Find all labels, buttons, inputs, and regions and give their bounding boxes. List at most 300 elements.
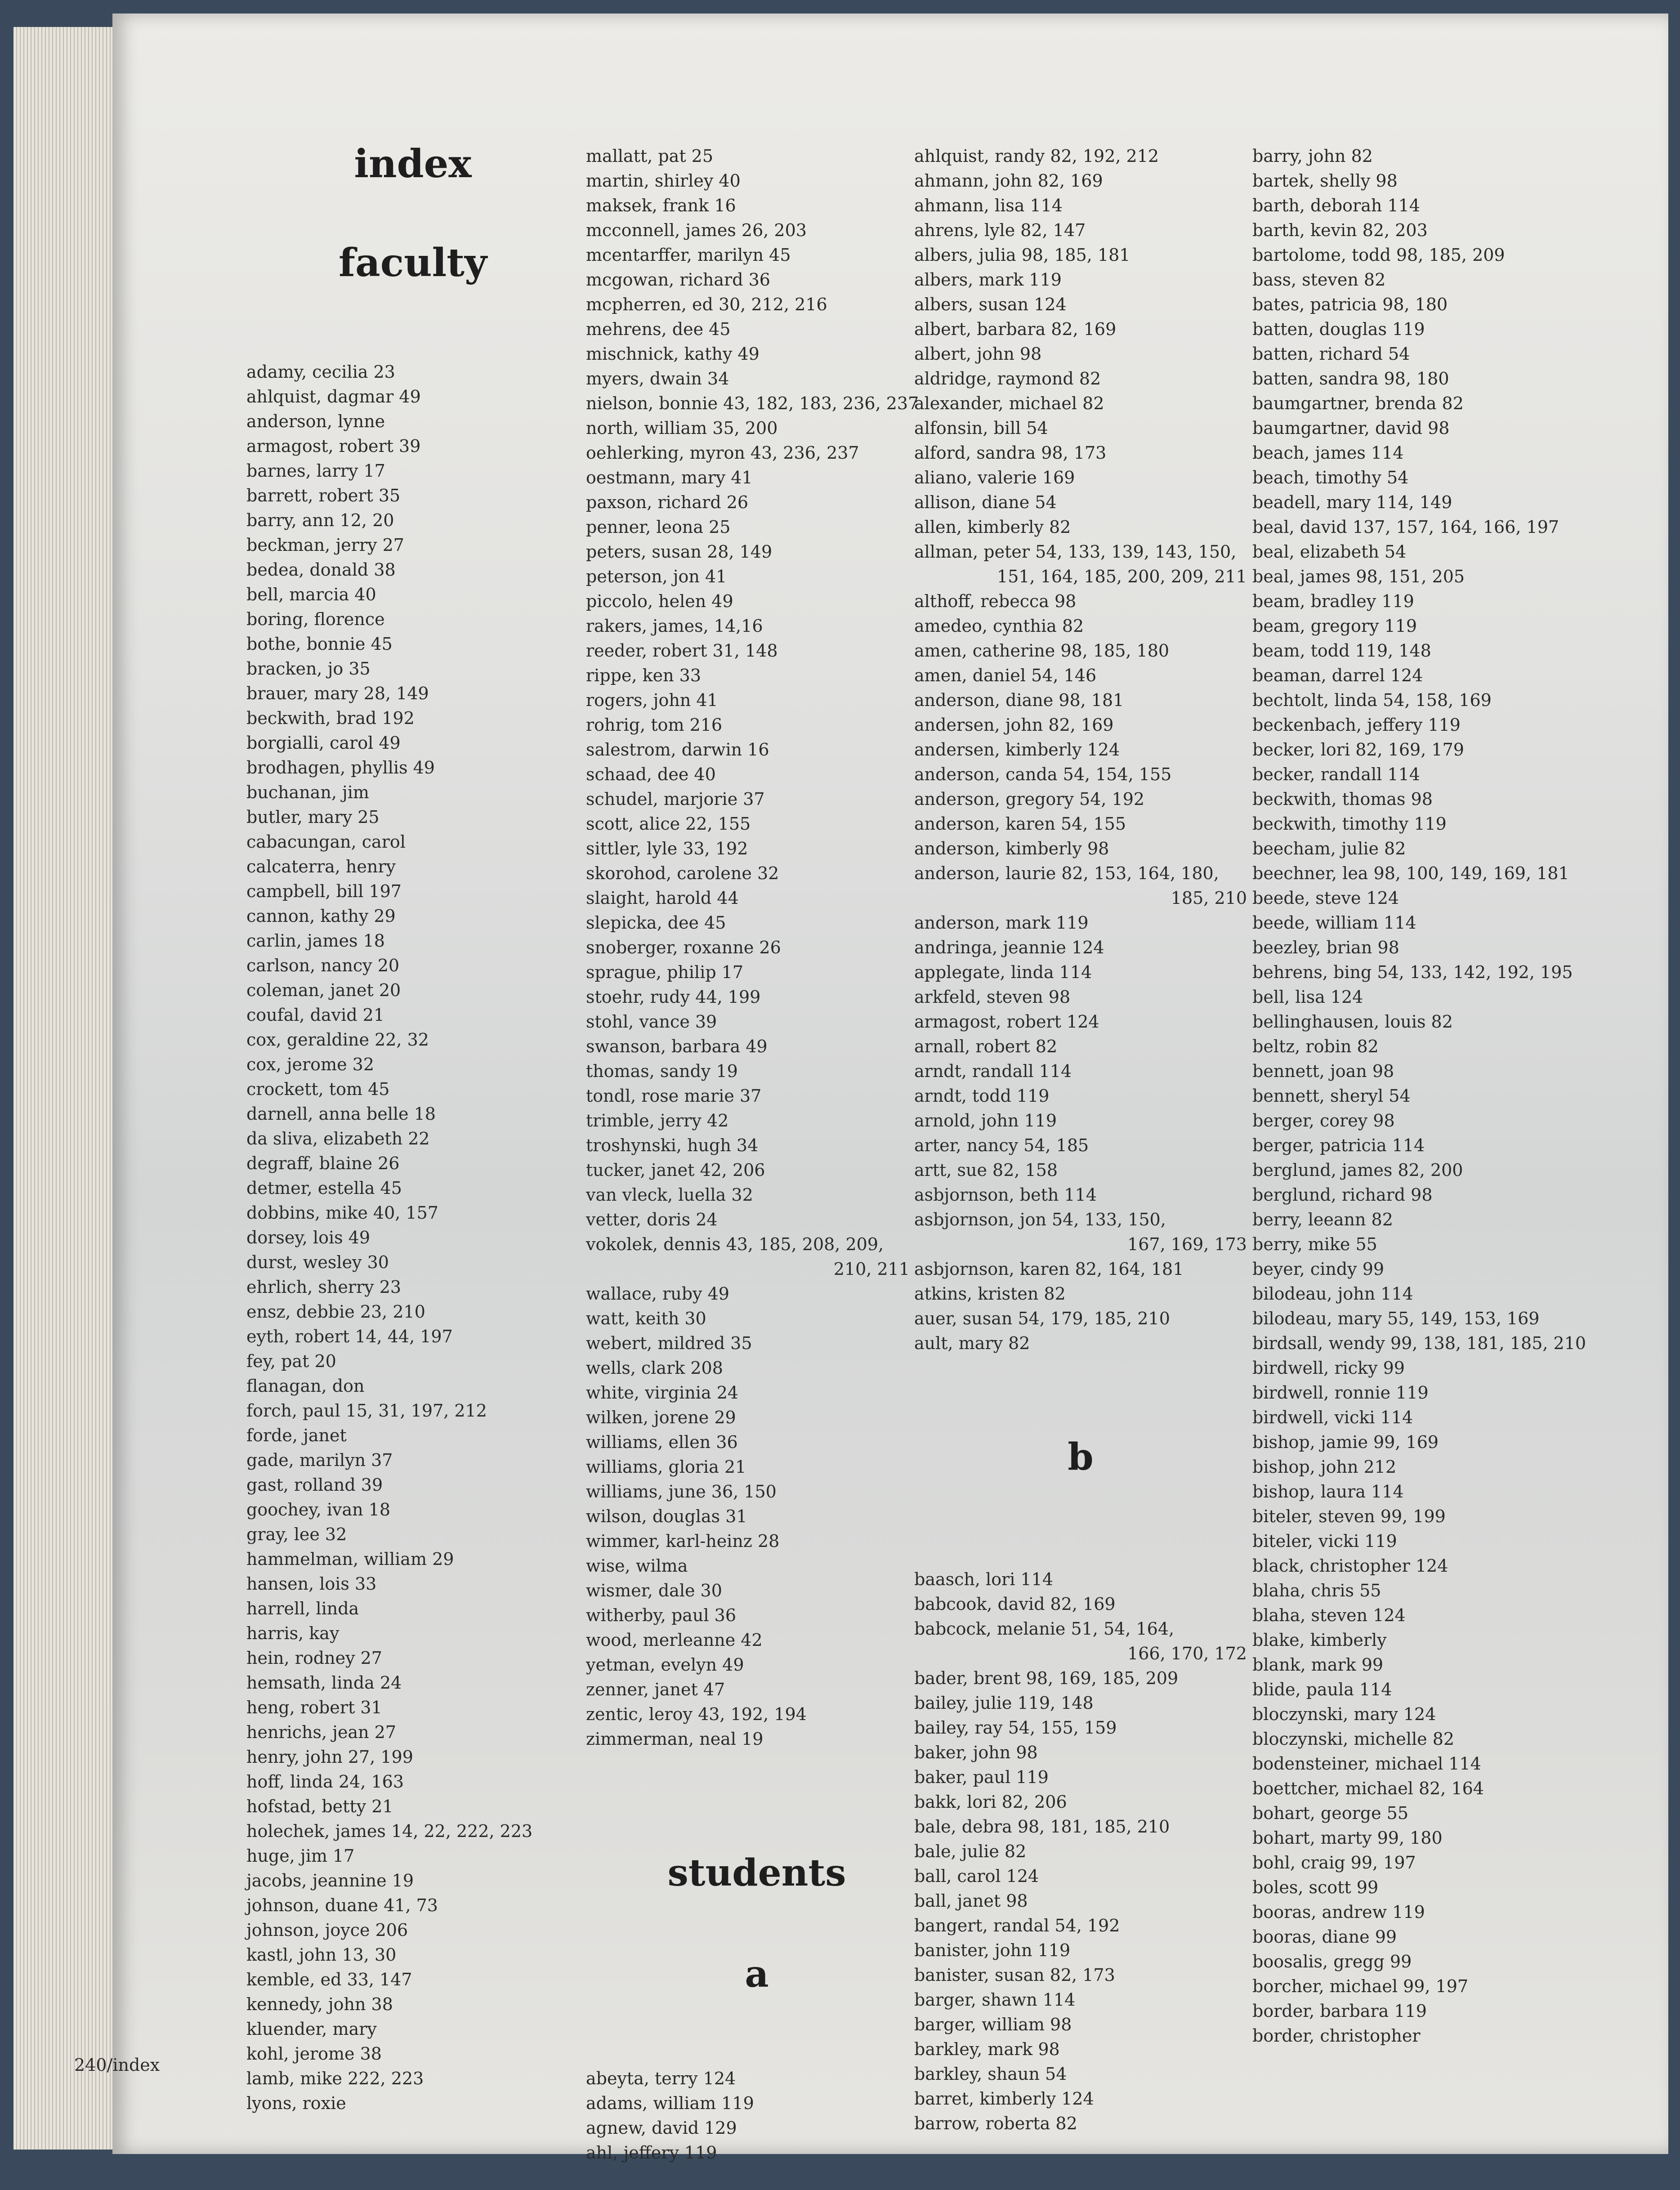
index-entry: beckman, jerry 27 xyxy=(246,535,404,555)
index-entry: bishop, john 212 xyxy=(1252,1457,1397,1477)
index-entry: amen, catherine 98, 185, 180 xyxy=(914,641,1170,661)
letter-a-heading: a xyxy=(745,1953,769,1996)
index-entry: bilodeau, john 114 xyxy=(1252,1284,1413,1304)
index-entry: berglund, richard 98 xyxy=(1252,1185,1433,1205)
index-entry: watt, keith 30 xyxy=(586,1309,706,1328)
index-entry: allman, peter 54, 133, 139, 143, 150, xyxy=(914,542,1237,562)
index-entry: gast, rolland 39 xyxy=(246,1475,383,1495)
index-entry: troshynski, hugh 34 xyxy=(586,1135,759,1155)
index-entry: barkley, mark 98 xyxy=(914,2039,1060,2059)
index-entry: kennedy, john 38 xyxy=(246,1994,393,2014)
index-entry: blake, kimberly xyxy=(1252,1630,1387,1650)
index-entry: vetter, doris 24 xyxy=(586,1210,718,1229)
index-entry: bellinghausen, louis 82 xyxy=(1252,1012,1453,1032)
index-entry: alfonsin, bill 54 xyxy=(914,418,1048,438)
index-entry: black, christopher 124 xyxy=(1252,1556,1448,1576)
index-entry: boosalis, gregg 99 xyxy=(1252,1952,1412,1971)
index-entry: jacobs, jeannine 19 xyxy=(246,1871,414,1891)
book-page-edges xyxy=(13,27,126,2150)
index-entry: alford, sandra 98, 173 xyxy=(914,443,1107,463)
index-entry: nielson, bonnie 43, 182, 183, 236, 237 xyxy=(586,393,919,413)
index-entry: becker, randall 114 xyxy=(1252,764,1420,784)
index-entry: birdwell, ricky 99 xyxy=(1252,1358,1405,1378)
index-entry: slaight, harold 44 xyxy=(586,888,739,908)
index-entry: baker, john 98 xyxy=(914,1743,1038,1762)
index-entry: blaha, chris 55 xyxy=(1252,1581,1381,1600)
index-entry: zentic, leroy 43, 192, 194 xyxy=(586,1704,807,1724)
index-entry: 185, 210 xyxy=(1171,888,1247,908)
index-entry: babcock, melanie 51, 54, 164, xyxy=(914,1619,1175,1639)
index-entry: babcook, david 82, 169 xyxy=(914,1594,1116,1614)
index-entry: abeyta, terry 124 xyxy=(586,2069,736,2088)
index-entry: brauer, mary 28, 149 xyxy=(246,684,429,703)
page-folio: 240/index xyxy=(74,2055,160,2075)
index-entry: beckwith, timothy 119 xyxy=(1252,814,1447,834)
faculty-list-1 xyxy=(246,360,561,2116)
index-entry: mehrens, dee 45 xyxy=(586,319,731,339)
index-entry: bakk, lori 82, 206 xyxy=(914,1792,1067,1812)
index-entry: ahmann, john 82, 169 xyxy=(914,171,1103,191)
index-entry: auer, susan 54, 179, 185, 210 xyxy=(914,1309,1170,1328)
index-entry: bennett, sheryl 54 xyxy=(1252,1086,1411,1106)
index-entry: north, william 35, 200 xyxy=(586,418,778,438)
index-entry: birdwell, vicki 114 xyxy=(1252,1408,1413,1427)
index-entry: banister, john 119 xyxy=(914,1940,1071,1960)
index-entry: bale, julie 82 xyxy=(914,1841,1027,1861)
index-entry: ball, carol 124 xyxy=(914,1866,1039,1886)
index-entry: cannon, kathy 29 xyxy=(246,906,396,926)
faculty-heading: faculty xyxy=(339,240,487,286)
index-entry: batten, douglas 119 xyxy=(1252,319,1425,339)
index-entry: da sliva, elizabeth 22 xyxy=(246,1129,430,1149)
index-entry: beechner, lea 98, 100, 149, 169, 181 xyxy=(1252,863,1569,883)
index-entry: peters, susan 28, 149 xyxy=(586,542,773,562)
index-entry: anderson, gregory 54, 192 xyxy=(914,789,1145,809)
index-entry: reeder, robert 31, 148 xyxy=(586,641,778,661)
index-entry: bale, debra 98, 181, 185, 210 xyxy=(914,1817,1170,1837)
index-entry: rakers, james, 14,16 xyxy=(586,616,763,636)
index-entry: border, barbara 119 xyxy=(1252,2001,1427,2021)
index-entry: schudel, marjorie 37 xyxy=(586,789,765,809)
index-entry: boring, florence xyxy=(246,609,385,629)
index-entry: boles, scott 99 xyxy=(1252,1877,1379,1897)
index-entry: cabacungan, carol xyxy=(246,832,406,852)
index-entry: paxson, richard 26 xyxy=(586,492,749,512)
index-entry: batten, sandra 98, 180 xyxy=(1252,369,1449,389)
index-entry: butler, mary 25 xyxy=(246,807,380,827)
index-entry: ahrens, lyle 82, 147 xyxy=(914,220,1086,240)
index-entry: bohart, george 55 xyxy=(1252,1803,1409,1823)
index-entry: booras, andrew 119 xyxy=(1252,1902,1425,1922)
index-entry: barnes, larry 17 xyxy=(246,461,385,481)
index-entry: anderson, mark 119 xyxy=(914,913,1089,933)
index-entry: arter, nancy 54, 185 xyxy=(914,1135,1089,1155)
index-entry: beltz, robin 82 xyxy=(1252,1037,1379,1056)
index-entry: andersen, john 82, 169 xyxy=(914,715,1114,735)
students-b-list-1 xyxy=(914,1567,1247,2136)
index-entry: mischnick, kathy 49 xyxy=(586,344,760,364)
index-entry: arndt, randall 114 xyxy=(914,1061,1072,1081)
index-entry: holechek, james 14, 22, 222, 223 xyxy=(246,1821,533,1841)
index-entry: bartolome, todd 98, 185, 209 xyxy=(1252,245,1505,265)
index-entry: harrell, linda xyxy=(246,1599,359,1618)
index-entry: borcher, michael 99, 197 xyxy=(1252,1976,1469,1996)
index-entry: huge, jim 17 xyxy=(246,1846,355,1866)
index-entry: witherby, paul 36 xyxy=(586,1605,737,1625)
index-entry: mcentarffer, marilyn 45 xyxy=(586,245,791,265)
index-heading: index xyxy=(354,141,472,187)
index-entry: beckwith, thomas 98 xyxy=(1252,789,1433,809)
index-entry: wilson, douglas 31 xyxy=(586,1506,747,1526)
index-entry: ball, janet 98 xyxy=(914,1891,1028,1911)
index-entry: maksek, frank 16 xyxy=(586,196,736,215)
index-entry: arkfeld, steven 98 xyxy=(914,987,1071,1007)
index-entry: barry, john 82 xyxy=(1252,146,1373,166)
index-entry: beede, steve 124 xyxy=(1252,888,1399,908)
index-entry: piccolo, helen 49 xyxy=(586,591,733,611)
index-entry: coufal, david 21 xyxy=(246,1005,385,1025)
index-entry: blaha, steven 124 xyxy=(1252,1605,1406,1625)
index-entry: bedea, donald 38 xyxy=(246,560,396,580)
index-entry: slepicka, dee 45 xyxy=(586,913,726,933)
index-entry: beal, james 98, 151, 205 xyxy=(1252,567,1465,586)
index-entry: beach, james 114 xyxy=(1252,443,1404,463)
index-entry: cox, jerome 32 xyxy=(246,1055,375,1074)
students-a-list-2 xyxy=(914,144,1247,1356)
index-entry: kluender, mary xyxy=(246,2019,377,2039)
index-entry: henry, john 27, 199 xyxy=(246,1747,413,1767)
index-entry: gray, lee 32 xyxy=(246,1524,347,1544)
index-entry: ahlquist, dagmar 49 xyxy=(246,387,421,407)
index-entry: williams, june 36, 150 xyxy=(586,1482,777,1502)
index-entry: 167, 169, 173 xyxy=(1127,1234,1247,1254)
index-entry: berry, leeann 82 xyxy=(1252,1210,1393,1229)
index-entry: asbjornson, jon 54, 133, 150, xyxy=(914,1210,1166,1229)
index-entry: hein, rodney 27 xyxy=(246,1648,382,1668)
index-entry: tucker, janet 42, 206 xyxy=(586,1160,765,1180)
index-entry: martin, shirley 40 xyxy=(586,171,741,191)
index-entry: oehlerking, myron 43, 236, 237 xyxy=(586,443,859,463)
index-entry: myers, dwain 34 xyxy=(586,369,729,389)
index-entry: beach, timothy 54 xyxy=(1252,468,1409,487)
index-entry: albert, barbara 82, 169 xyxy=(914,319,1117,339)
index-entry: applegate, linda 114 xyxy=(914,962,1092,982)
index-entry: albers, julia 98, 185, 181 xyxy=(914,245,1130,265)
index-entry: aliano, valerie 169 xyxy=(914,468,1075,487)
index-entry: biteler, vicki 119 xyxy=(1252,1531,1397,1551)
index-entry: ahmann, lisa 114 xyxy=(914,196,1063,215)
index-entry: carlson, nancy 20 xyxy=(246,956,400,975)
index-entry: bohl, craig 99, 197 xyxy=(1252,1853,1416,1873)
index-entry: althoff, rebecca 98 xyxy=(914,591,1077,611)
index-entry: beam, bradley 119 xyxy=(1252,591,1414,611)
index-entry: armagost, robert 39 xyxy=(246,436,421,456)
index-entry: bechtolt, linda 54, 158, 169 xyxy=(1252,690,1492,710)
index-entry: beecham, julie 82 xyxy=(1252,839,1406,858)
index-entry: batten, richard 54 xyxy=(1252,344,1410,364)
index-entry: bloczynski, mary 124 xyxy=(1252,1704,1436,1724)
index-entry: van vleck, luella 32 xyxy=(586,1185,753,1205)
index-entry: skorohod, carolene 32 xyxy=(586,863,779,883)
index-entry: wimmer, karl-heinz 28 xyxy=(586,1531,780,1551)
index-entry: crockett, tom 45 xyxy=(246,1079,390,1099)
index-entry: bailey, julie 119, 148 xyxy=(914,1693,1094,1713)
index-entry: beckwith, brad 192 xyxy=(246,708,415,728)
index-entry: adamy, cecilia 23 xyxy=(246,362,395,382)
index-entry: bader, brent 98, 169, 185, 209 xyxy=(914,1668,1179,1688)
index-entry: bothe, bonnie 45 xyxy=(246,634,393,654)
index-entry: coleman, janet 20 xyxy=(246,980,401,1000)
index-entry: 166, 170, 172 xyxy=(1127,1644,1247,1663)
index-entry: carlin, james 18 xyxy=(246,931,385,951)
index-entry: andersen, kimberly 124 xyxy=(914,740,1120,760)
index-column-1 xyxy=(246,90,561,2141)
index-entry: albers, mark 119 xyxy=(914,270,1062,290)
index-entry: harris, kay xyxy=(246,1623,340,1643)
index-entry: behrens, bing 54, 133, 142, 192, 195 xyxy=(1252,962,1573,982)
index-entry: allison, diane 54 xyxy=(914,492,1057,512)
index-entry: bohart, marty 99, 180 xyxy=(1252,1828,1443,1848)
index-entry: penner, leona 25 xyxy=(586,517,731,537)
index-entry: baumgartner, david 98 xyxy=(1252,418,1450,438)
index-entry: beal, elizabeth 54 xyxy=(1252,542,1407,562)
index-entry: thomas, sandy 19 xyxy=(586,1061,738,1081)
index-entry: barth, kevin 82, 203 xyxy=(1252,220,1428,240)
index-entry: wise, wilma xyxy=(586,1556,688,1576)
index-entry: rohrig, tom 216 xyxy=(586,715,723,735)
index-entry: ault, mary 82 xyxy=(914,1333,1030,1353)
index-entry: blank, mark 99 xyxy=(1252,1655,1384,1675)
index-entry: anderson, karen 54, 155 xyxy=(914,814,1126,834)
index-entry: bass, steven 82 xyxy=(1252,270,1386,290)
index-entry: barret, kimberly 124 xyxy=(914,2089,1094,2109)
index-entry: forde, janet xyxy=(246,1426,347,1445)
faculty-list-2 xyxy=(586,144,919,1752)
students-heading: students xyxy=(667,1851,846,1895)
index-entry: bates, patricia 98, 180 xyxy=(1252,295,1448,314)
index-entry: hemsath, linda 24 xyxy=(246,1673,402,1693)
index-entry: johnson, joyce 206 xyxy=(246,1920,408,1940)
index-entry: blide, paula 114 xyxy=(1252,1680,1392,1699)
index-entry: heng, robert 31 xyxy=(246,1698,382,1717)
index-entry: bishop, laura 114 xyxy=(1252,1482,1404,1502)
index-entry: johnson, duane 41, 73 xyxy=(246,1895,438,1915)
index-entry: anderson, laurie 82, 153, 164, 180, xyxy=(914,863,1219,883)
index-entry: gade, marilyn 37 xyxy=(246,1450,393,1470)
index-entry: trimble, jerry 42 xyxy=(586,1111,729,1131)
index-entry: swanson, barbara 49 xyxy=(586,1037,768,1056)
index-entry: alexander, michael 82 xyxy=(914,393,1104,413)
index-entry: kohl, jerome 38 xyxy=(246,2044,382,2064)
index-entry: wilken, jorene 29 xyxy=(586,1408,736,1427)
index-entry: scott, alice 22, 155 xyxy=(586,814,751,834)
index-entry: barrow, roberta 82 xyxy=(914,2114,1077,2133)
index-entry: borgialli, carol 49 xyxy=(246,733,401,753)
index-entry: berger, patricia 114 xyxy=(1252,1135,1425,1155)
index-entry: anderson, lynne xyxy=(246,411,385,431)
index-entry: barger, shawn 114 xyxy=(914,1990,1076,2010)
index-entry: stoehr, rudy 44, 199 xyxy=(586,987,761,1007)
index-entry: bartek, shelly 98 xyxy=(1252,171,1398,191)
index-entry: bangert, randal 54, 192 xyxy=(914,1916,1120,1935)
index-entry: lamb, mike 222, 223 xyxy=(246,2069,424,2088)
index-entry: schaad, dee 40 xyxy=(586,764,716,784)
index-entry: ehrlich, sherry 23 xyxy=(246,1277,402,1297)
index-entry: anderson, diane 98, 181 xyxy=(914,690,1124,710)
index-entry: dorsey, lois 49 xyxy=(246,1228,371,1247)
index-entry: hammelman, william 29 xyxy=(246,1549,454,1569)
index-entry: bennett, joan 98 xyxy=(1252,1061,1394,1081)
index-entry: bloczynski, michelle 82 xyxy=(1252,1729,1455,1749)
index-entry: aldridge, raymond 82 xyxy=(914,369,1101,389)
index-entry: buchanan, jim xyxy=(246,782,369,802)
index-entry: bilodeau, mary 55, 149, 153, 169 xyxy=(1252,1309,1540,1328)
index-entry: 151, 164, 185, 200, 209, 211 xyxy=(997,567,1247,586)
index-entry: baasch, lori 114 xyxy=(914,1569,1054,1589)
index-entry: agnew, david 129 xyxy=(586,2118,737,2138)
index-entry: adams, william 119 xyxy=(586,2093,754,2113)
index-entry: calcaterra, henry xyxy=(246,857,396,876)
index-entry: baker, paul 119 xyxy=(914,1767,1049,1787)
index-entry: williams, gloria 21 xyxy=(586,1457,746,1477)
index-entry: boettcher, michael 82, 164 xyxy=(1252,1779,1484,1798)
index-entry: rippe, ken 33 xyxy=(586,666,701,685)
index-column-3 xyxy=(914,94,1247,2161)
index-entry: oestmann, mary 41 xyxy=(586,468,753,487)
index-entry: ahlquist, randy 82, 192, 212 xyxy=(914,146,1159,166)
students-b-list-2 xyxy=(1252,144,1612,2048)
index-entry: albers, susan 124 xyxy=(914,295,1067,314)
index-entry: beal, david 137, 157, 164, 166, 197 xyxy=(1252,517,1559,537)
index-entry: atkins, kristen 82 xyxy=(914,1284,1066,1304)
index-entry: arnold, john 119 xyxy=(914,1111,1057,1131)
index-entry: wells, clark 208 xyxy=(586,1358,723,1378)
index-entry: banister, susan 82, 173 xyxy=(914,1965,1115,1985)
index-entry: mcpherren, ed 30, 212, 216 xyxy=(586,295,827,314)
index-entry: mcconnell, james 26, 203 xyxy=(586,220,807,240)
index-entry: beam, todd 119, 148 xyxy=(1252,641,1431,661)
index-entry: durst, wesley 30 xyxy=(246,1252,389,1272)
index-entry: zenner, janet 47 xyxy=(586,1680,725,1699)
index-entry: wismer, dale 30 xyxy=(586,1581,722,1600)
index-entry: dobbins, mike 40, 157 xyxy=(246,1203,438,1223)
index-entry: arnall, robert 82 xyxy=(914,1037,1058,1056)
index-entry: darnell, anna belle 18 xyxy=(246,1104,436,1124)
index-entry: sittler, lyle 33, 192 xyxy=(586,839,748,858)
index-entry: mallatt, pat 25 xyxy=(586,146,714,166)
index-entry: kastl, john 13, 30 xyxy=(246,1945,397,1965)
index-entry: degraff, blaine 26 xyxy=(246,1153,400,1173)
index-entry: peterson, jon 41 xyxy=(586,567,727,586)
index-entry: fey, pat 20 xyxy=(246,1351,336,1371)
index-entry: baumgartner, brenda 82 xyxy=(1252,393,1464,413)
index-entry: 210, 211 xyxy=(833,1259,910,1279)
index-entry: wallace, ruby 49 xyxy=(586,1284,729,1304)
index-entry: forch, paul 15, 31, 197, 212 xyxy=(246,1401,487,1421)
index-entry: barrett, robert 35 xyxy=(246,486,401,505)
index-entry: tondl, rose marie 37 xyxy=(586,1086,762,1106)
index-entry: asbjornson, beth 114 xyxy=(914,1185,1097,1205)
index-entry: beyer, cindy 99 xyxy=(1252,1259,1385,1279)
index-entry: barth, deborah 114 xyxy=(1252,196,1420,215)
index-entry: sprague, philip 17 xyxy=(586,962,744,982)
index-entry: williams, ellen 36 xyxy=(586,1432,738,1452)
index-entry: beam, gregory 119 xyxy=(1252,616,1417,636)
index-entry: biteler, steven 99, 199 xyxy=(1252,1506,1446,1526)
index-entry: hansen, lois 33 xyxy=(246,1574,377,1594)
index-entry: henrichs, jean 27 xyxy=(246,1722,397,1742)
index-entry: allen, kimberly 82 xyxy=(914,517,1071,537)
index-entry: hofstad, betty 21 xyxy=(246,1797,393,1816)
index-entry: webert, mildred 35 xyxy=(586,1333,752,1353)
index-entry: beezley, brian 98 xyxy=(1252,938,1399,957)
index-entry: becker, lori 82, 169, 179 xyxy=(1252,740,1464,760)
index-entry: bodensteiner, michael 114 xyxy=(1252,1754,1481,1774)
index-entry: amedeo, cynthia 82 xyxy=(914,616,1084,636)
index-entry: vokolek, dennis 43, 185, 208, 209, xyxy=(586,1234,884,1254)
index-entry: bell, marcia 40 xyxy=(246,585,376,604)
index-entry: mcgowan, richard 36 xyxy=(586,270,770,290)
index-column-4 xyxy=(1252,94,1612,2073)
index-entry: beede, william 114 xyxy=(1252,913,1416,933)
index-entry: anderson, canda 54, 154, 155 xyxy=(914,764,1172,784)
index-entry: arndt, todd 119 xyxy=(914,1086,1050,1106)
index-column-2 xyxy=(586,94,919,2190)
index-entry: lyons, roxie xyxy=(246,2093,346,2113)
index-entry: anderson, kimberly 98 xyxy=(914,839,1109,858)
index-entry: berger, corey 98 xyxy=(1252,1111,1395,1131)
index-entry: yetman, evelyn 49 xyxy=(586,1655,744,1675)
index-entry: ensz, debbie 23, 210 xyxy=(246,1302,425,1322)
index-entry: barry, ann 12, 20 xyxy=(246,510,394,530)
index-entry: bishop, jamie 99, 169 xyxy=(1252,1432,1439,1452)
index-entry: bracken, jo 35 xyxy=(246,659,371,679)
students-a-list-1 xyxy=(586,2066,910,2165)
index-entry: booras, diane 99 xyxy=(1252,1927,1397,1947)
index-entry: artt, sue 82, 158 xyxy=(914,1160,1058,1180)
index-entry: detmer, estella 45 xyxy=(246,1178,402,1198)
index-entry: beaman, darrel 124 xyxy=(1252,666,1423,685)
index-entry: berglund, james 82, 200 xyxy=(1252,1160,1463,1180)
index-entry: brodhagen, phyllis 49 xyxy=(246,758,435,778)
index-entry: beckenbach, jeffery 119 xyxy=(1252,715,1461,735)
index-entry: barkley, shaun 54 xyxy=(914,2064,1067,2084)
index-entry: hoff, linda 24, 163 xyxy=(246,1772,404,1792)
index-entry: border, christopher xyxy=(1252,2026,1421,2046)
index-entry: bailey, ray 54, 155, 159 xyxy=(914,1718,1117,1738)
index-entry: stohl, vance 39 xyxy=(586,1012,717,1032)
index-entry: berry, mike 55 xyxy=(1252,1234,1377,1254)
index-entry: birdsall, wendy 99, 138, 181, 185, 210 xyxy=(1252,1333,1586,1353)
index-entry: wood, merleanne 42 xyxy=(586,1630,763,1650)
index-entry: ahl, jeffery 119 xyxy=(586,2143,717,2163)
letter-b-heading: b xyxy=(1068,1435,1094,1479)
index-entry: amen, daniel 54, 146 xyxy=(914,666,1097,685)
index-entry: eyth, robert 14, 44, 197 xyxy=(246,1327,453,1346)
index-entry: flanagan, don xyxy=(246,1376,365,1396)
index-entry: snoberger, roxanne 26 xyxy=(586,938,781,957)
index-entry: birdwell, ronnie 119 xyxy=(1252,1383,1429,1403)
index-entry: asbjornson, karen 82, 164, 181 xyxy=(914,1259,1184,1279)
index-entry: cox, geraldine 22, 32 xyxy=(246,1030,429,1050)
index-entry: armagost, robert 124 xyxy=(914,1012,1099,1032)
index-entry: barger, william 98 xyxy=(914,2015,1072,2034)
index-entry: campbell, bill 197 xyxy=(246,881,402,901)
index-entry: goochey, ivan 18 xyxy=(246,1500,391,1520)
index-entry: kemble, ed 33, 147 xyxy=(246,1970,412,1989)
index-entry: white, virginia 24 xyxy=(586,1383,739,1403)
index-entry: beadell, mary 114, 149 xyxy=(1252,492,1452,512)
